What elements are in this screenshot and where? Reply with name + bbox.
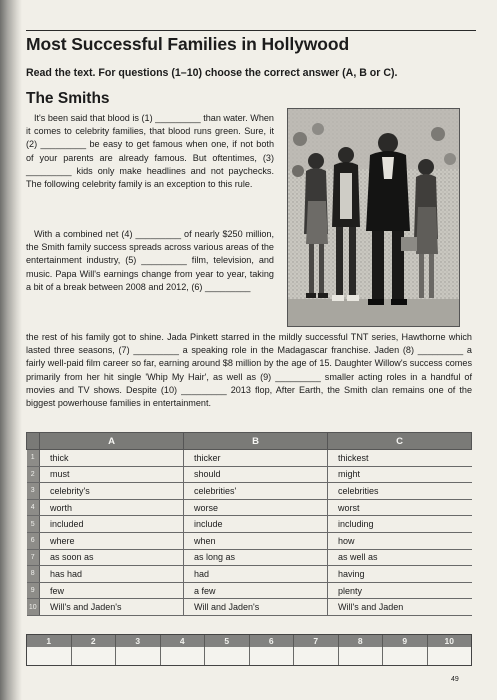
table-row xyxy=(27,599,472,616)
column-header-c: C xyxy=(328,433,472,450)
answer-box[interactable] xyxy=(339,647,384,665)
option-a: thick xyxy=(40,450,184,467)
option-c: as well as xyxy=(328,549,472,566)
answer-number: 9 xyxy=(383,635,428,647)
answer-number: 6 xyxy=(250,635,295,647)
option-b: thicker xyxy=(184,450,328,467)
table-row xyxy=(27,582,472,599)
option-b: as long as xyxy=(184,549,328,566)
table-row xyxy=(27,532,472,549)
option-a: few xyxy=(40,582,184,599)
option-c: how xyxy=(328,532,472,549)
option-c: thickest xyxy=(328,450,472,467)
table-row xyxy=(27,450,472,467)
answer-box[interactable] xyxy=(116,647,161,665)
option-c: celebrities xyxy=(328,483,472,500)
answer-box[interactable] xyxy=(72,647,117,665)
option-a: must xyxy=(40,466,184,483)
option-a: celebrity's xyxy=(40,483,184,500)
section-subtitle: The Smiths xyxy=(26,90,110,107)
option-c: worst xyxy=(328,499,472,516)
answer-number: 4 xyxy=(161,635,206,647)
answer-box[interactable] xyxy=(161,647,206,665)
answer-number: 10 xyxy=(444,636,454,646)
option-a: where xyxy=(40,532,184,549)
options-header-spacer xyxy=(27,433,40,450)
row-number: 5 xyxy=(27,516,40,533)
answer-box[interactable] xyxy=(383,647,428,665)
option-b: celebrities' xyxy=(184,483,328,500)
table-row xyxy=(27,516,472,533)
row-number: 2 xyxy=(27,466,40,483)
row-number: 4 xyxy=(27,499,40,516)
answer-grid-boxes xyxy=(27,647,471,665)
task-instructions: Read the text. For questions (1–10) choose the correct answer (A, B or C). xyxy=(26,67,398,79)
row-number: 8 xyxy=(27,566,40,583)
row-number: 3 xyxy=(27,483,40,500)
page-binding-shadow xyxy=(0,0,22,700)
answer-box[interactable] xyxy=(27,647,72,665)
answer-number: 5 xyxy=(205,635,250,647)
option-a: has had xyxy=(40,566,184,583)
answer-grid-numbers xyxy=(27,635,471,647)
answer-grid xyxy=(26,634,472,666)
row-number: 10 xyxy=(27,599,40,616)
answer-number: 2 xyxy=(72,635,117,647)
paragraph-3: the rest of his family got to shine. Jada Pinkett starred in the mildly successful TNT series, Hawthorne which lasted three seasons, (7) _________ a speaking role in the Madagascar franchise. Jaden (8) _________ a fairly well-paid film career so far, earning around $8 million by the age of 15. Daughter Willow's success comes primarily from her hit single 'Whip My Hair', as well as (9) _________ smaller acting roles in a handful of movies and TV shows. Despite (10) _________ 2013 flop, After Earth, the Smith clan remains one of the biggest powerhouse families in entertainment. xyxy=(26,332,472,409)
row-number: 6 xyxy=(27,532,40,549)
option-b: include xyxy=(184,516,328,533)
option-c: Will's and Jaden xyxy=(328,599,472,616)
title-rule xyxy=(26,30,476,31)
option-b: when xyxy=(184,532,328,549)
option-c: plenty xyxy=(328,582,472,599)
table-row xyxy=(27,466,472,483)
page-number: 49 xyxy=(451,676,459,683)
answer-number: 8 xyxy=(339,635,384,647)
option-a: as soon as xyxy=(40,549,184,566)
option-b: a few xyxy=(184,582,328,599)
option-c: having xyxy=(328,566,472,583)
option-c: including xyxy=(328,516,472,533)
family-photo xyxy=(287,108,460,327)
answer-box[interactable] xyxy=(205,647,250,665)
column-header-b: B xyxy=(184,433,328,450)
option-b: Will and Jaden's xyxy=(184,599,328,616)
answer-box[interactable] xyxy=(250,647,295,665)
options-header-row xyxy=(27,433,472,450)
table-row xyxy=(27,549,472,566)
paragraph-1: It's been said that blood is (1) _________ than water. When it comes to celebrity families, that blood runs green. Sure, it (2) _________ be easy to get famous when one, if not both of your parents are already famous. But oftentimes, (3) _________ kids only make headlines and not paychecks. The following celebrity family is an exception to this rule. xyxy=(26,113,274,190)
option-b: had xyxy=(184,566,328,583)
table-row xyxy=(27,499,472,516)
answer-box[interactable] xyxy=(294,647,339,665)
answer-number: 3 xyxy=(116,635,161,647)
paragraph-2: With a combined net (4) _________ of nearly $250 million, the Smith family success spreads across various areas of the entertainment industry, (5) _________ film, television, and music. Papa Will's earnings change from year to year, taking a bit of a break between 2008 and 2012, (6) _________ xyxy=(26,229,274,292)
option-a: included xyxy=(40,516,184,533)
options-table xyxy=(26,432,472,616)
option-a: worth xyxy=(40,499,184,516)
row-number: 7 xyxy=(27,549,40,566)
option-b: should xyxy=(184,466,328,483)
row-number: 1 xyxy=(27,450,40,467)
answer-box[interactable] xyxy=(428,647,472,665)
table-row xyxy=(27,483,472,500)
page-title: Most Successful Families in Hollywood xyxy=(26,34,350,54)
option-b: worse xyxy=(184,499,328,516)
table-row xyxy=(27,566,472,583)
column-header-a: A xyxy=(40,433,184,450)
row-number: 9 xyxy=(27,582,40,599)
option-a: Will's and Jaden's xyxy=(40,599,184,616)
answer-number: 1 xyxy=(27,635,72,647)
answer-number: 7 xyxy=(294,635,339,647)
option-c: might xyxy=(328,466,472,483)
